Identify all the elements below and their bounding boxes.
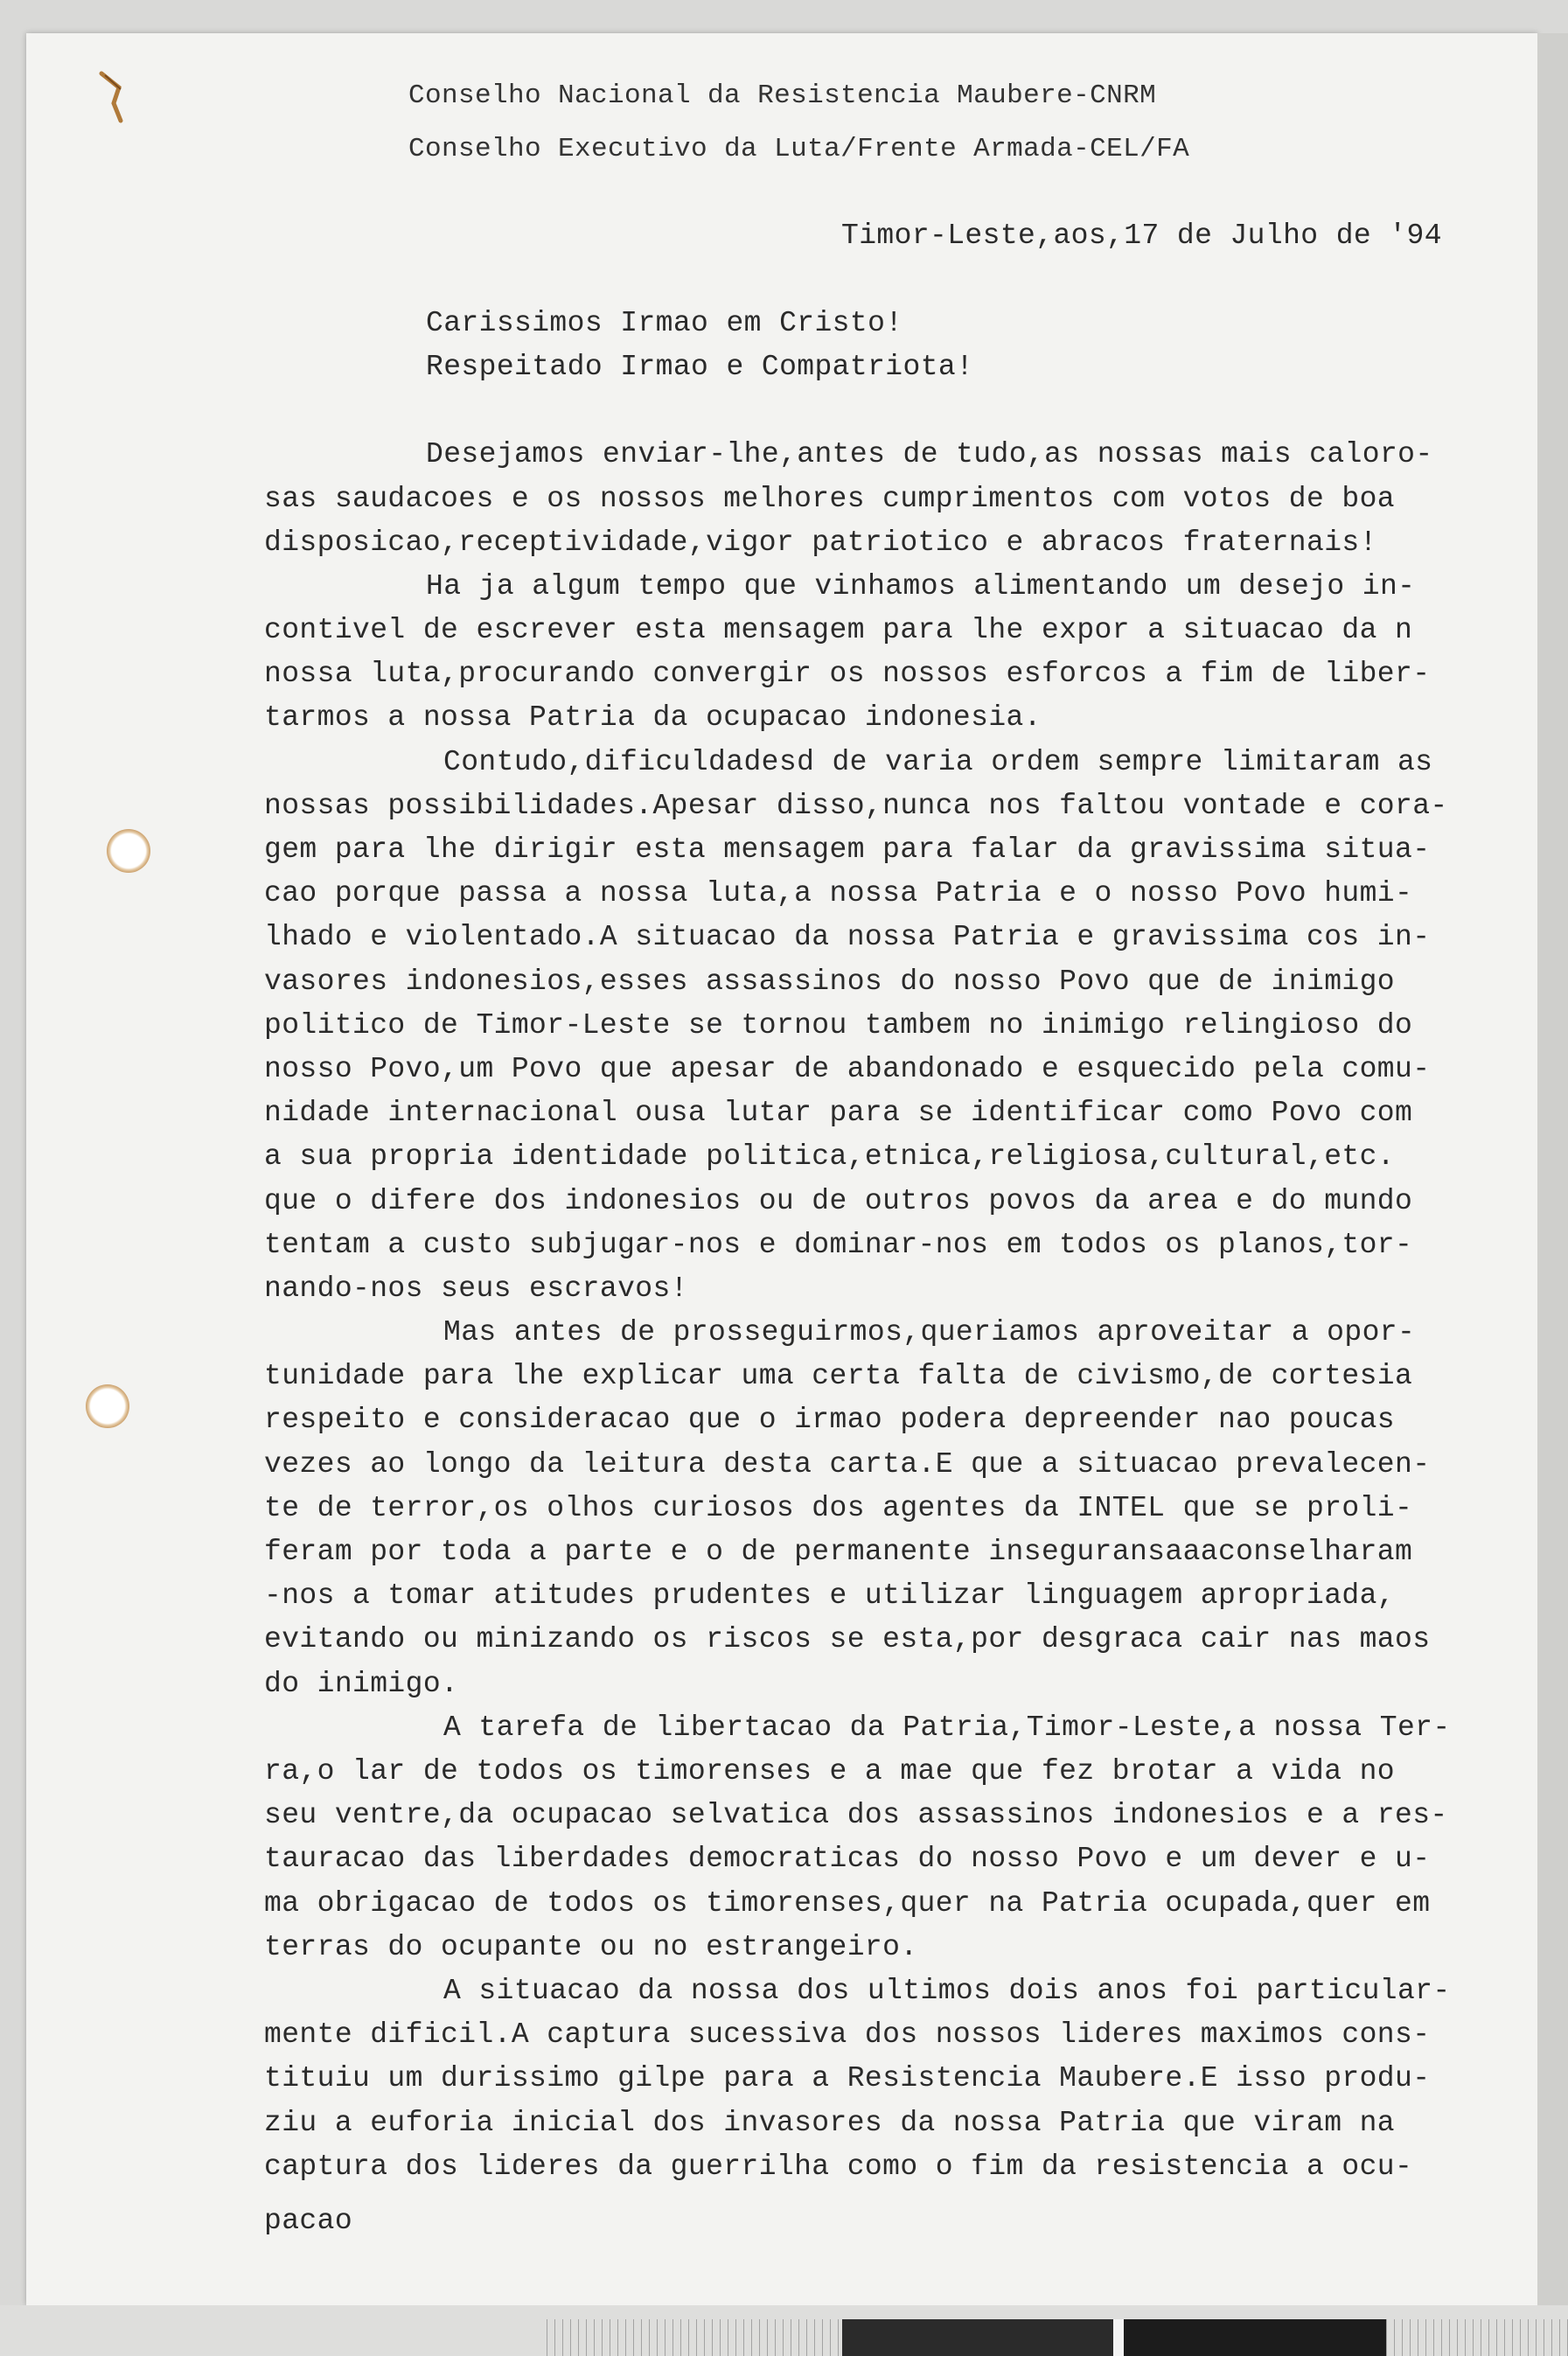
body-line: do inimigo. <box>264 1668 459 1700</box>
dateline: Timor-Leste,aos,17 de Julho de '94 <box>841 220 1442 252</box>
ruler-white-gap <box>1113 2319 1124 2356</box>
body-line: vezes ao longo da leitura desta carta.E que a situacao prevalecen- <box>264 1448 1431 1481</box>
body-line: -nos a tomar atitudes prudentes e utilizar linguagem apropriada, <box>264 1579 1396 1612</box>
body-line: tunidade para lhe explicar uma certa falta de civismo,de cortesia <box>264 1360 1413 1392</box>
body-line: tauracao das liberdades democraticas do nosso Povo e um dever e u- <box>264 1843 1431 1875</box>
body-line: seu ventre,da ocupacao selvatica dos assassinos indonesios e a res- <box>264 1799 1448 1831</box>
body-line: tarmos a nossa Patria da ocupacao indonesia. <box>264 701 1042 734</box>
body-line: nossa luta,procurando convergir os nossos esforcos a fim de liber- <box>264 658 1431 690</box>
body-line: contivel de escrever esta mensagem para lhe expor a situacao da n <box>264 614 1413 646</box>
body-line: vasores indonesios,esses assassinos do nosso Povo que de inimigo <box>264 965 1396 998</box>
punch-hole <box>86 1384 129 1428</box>
body-line: feram por toda a parte e o de permanente inseguransaaaconselharam <box>264 1536 1413 1568</box>
body-line: nossas possibilidades.Apesar disso,nunca nos faltou vontade e cora- <box>264 790 1448 822</box>
body-line: gem para lhe dirigir esta mensagem para falar da gravissima situa- <box>264 833 1431 866</box>
body-line: pacao <box>264 2205 353 2237</box>
body-line: evitando ou minizando os riscos se esta,por desgraca cair nas maos <box>264 1623 1431 1655</box>
page-edge <box>1537 33 1568 2356</box>
body-line: nosso Povo,um Povo que apesar de abandonado e esquecido pela comu- <box>264 1053 1431 1085</box>
body-line: sas saudacoes e os nossos melhores cumprimentos com votos de boa <box>264 483 1396 515</box>
body-line: cao porque passa a nossa luta,a nossa Patria e o nosso Povo humi- <box>264 877 1413 910</box>
body-line: lhado e violentado.A situacao da nossa Patria e gravissima cos in- <box>264 921 1431 953</box>
body-line: a sua propria identidade politica,etnica,religiosa,cultural,etc. <box>264 1140 1396 1173</box>
body-line: te de terror,os olhos curiosos dos agentes da INTEL que se proli- <box>264 1492 1413 1524</box>
body-line: ziu a euforia inicial dos invasores da nossa Patria que viram na <box>264 2107 1396 2139</box>
body-line: nando-nos seus escravos! <box>264 1272 688 1305</box>
body-line: respeito e consideracao que o irmao podera depreender nao poucas <box>264 1404 1396 1436</box>
body-line: tentam a custo subjugar-nos e dominar-nos em todos os planos,tor- <box>264 1229 1413 1261</box>
salutation-line-2: Respeitado Irmao e Compatriota! <box>426 351 974 383</box>
letterhead-line-2: Conselho Executivo da Luta/Frente Armada-CEL/FA <box>408 134 1190 164</box>
staple-mark-icon <box>98 68 129 126</box>
letterhead-line-1: Conselho Nacional da Resistencia Maubere-CNRM <box>408 80 1157 111</box>
body-line: Contudo,dificuldadesd de varia ordem sempre limitaram as <box>443 746 1433 778</box>
body-line: Mas antes de prosseguirmos,queriamos aproveitar a opor- <box>443 1316 1416 1349</box>
ruler-ticks <box>1386 2319 1568 2356</box>
salutation-line-1: Carissimos Irmao em Cristo! <box>426 307 903 339</box>
ruler-ticks <box>547 2319 844 2356</box>
punch-hole <box>107 829 150 873</box>
body-line: A situacao da nossa dos ultimos dois anos foi particular- <box>443 1975 1451 2007</box>
body-line: ra,o lar de todos os timorenses e a mae que fez brotar a vida no <box>264 1755 1396 1788</box>
body-line: tituiu um durissimo gilpe para a Resistencia Maubere.E isso produ- <box>264 2062 1431 2095</box>
color-calibration-ruler <box>547 2319 1568 2356</box>
body-line: politico de Timor-Leste se tornou tambem no inimigo relingioso do <box>264 1009 1413 1042</box>
body-line: que o difere dos indonesios ou de outros povos da area e do mundo <box>264 1185 1413 1217</box>
body-line: disposicao,receptividade,vigor patriotico e abracos fraternais! <box>264 526 1377 559</box>
body-line: nidade internacional ousa lutar para se identificar como Povo com <box>264 1097 1413 1129</box>
body-line: captura dos lideres da guerrilha como o fim da resistencia a ocu- <box>264 2150 1413 2183</box>
body-line: mente dificil.A captura sucessiva dos nossos lideres maximos cons- <box>264 2018 1431 2051</box>
ruler-black-block <box>1124 2319 1386 2356</box>
body-line: A tarefa de libertacao da Patria,Timor-Leste,a nossa Ter- <box>443 1711 1451 1744</box>
body-line: terras do ocupante ou no estrangeiro. <box>264 1931 918 1963</box>
body-line: Ha ja algum tempo que vinhamos alimentando um desejo in- <box>426 570 1416 603</box>
ruler-black-block <box>842 2319 1113 2356</box>
body-line: Desejamos enviar-lhe,antes de tudo,as nossas mais caloro- <box>426 438 1433 471</box>
body-line: ma obrigacao de todos os timorenses,quer na Patria ocupada,quer em <box>264 1887 1431 1920</box>
